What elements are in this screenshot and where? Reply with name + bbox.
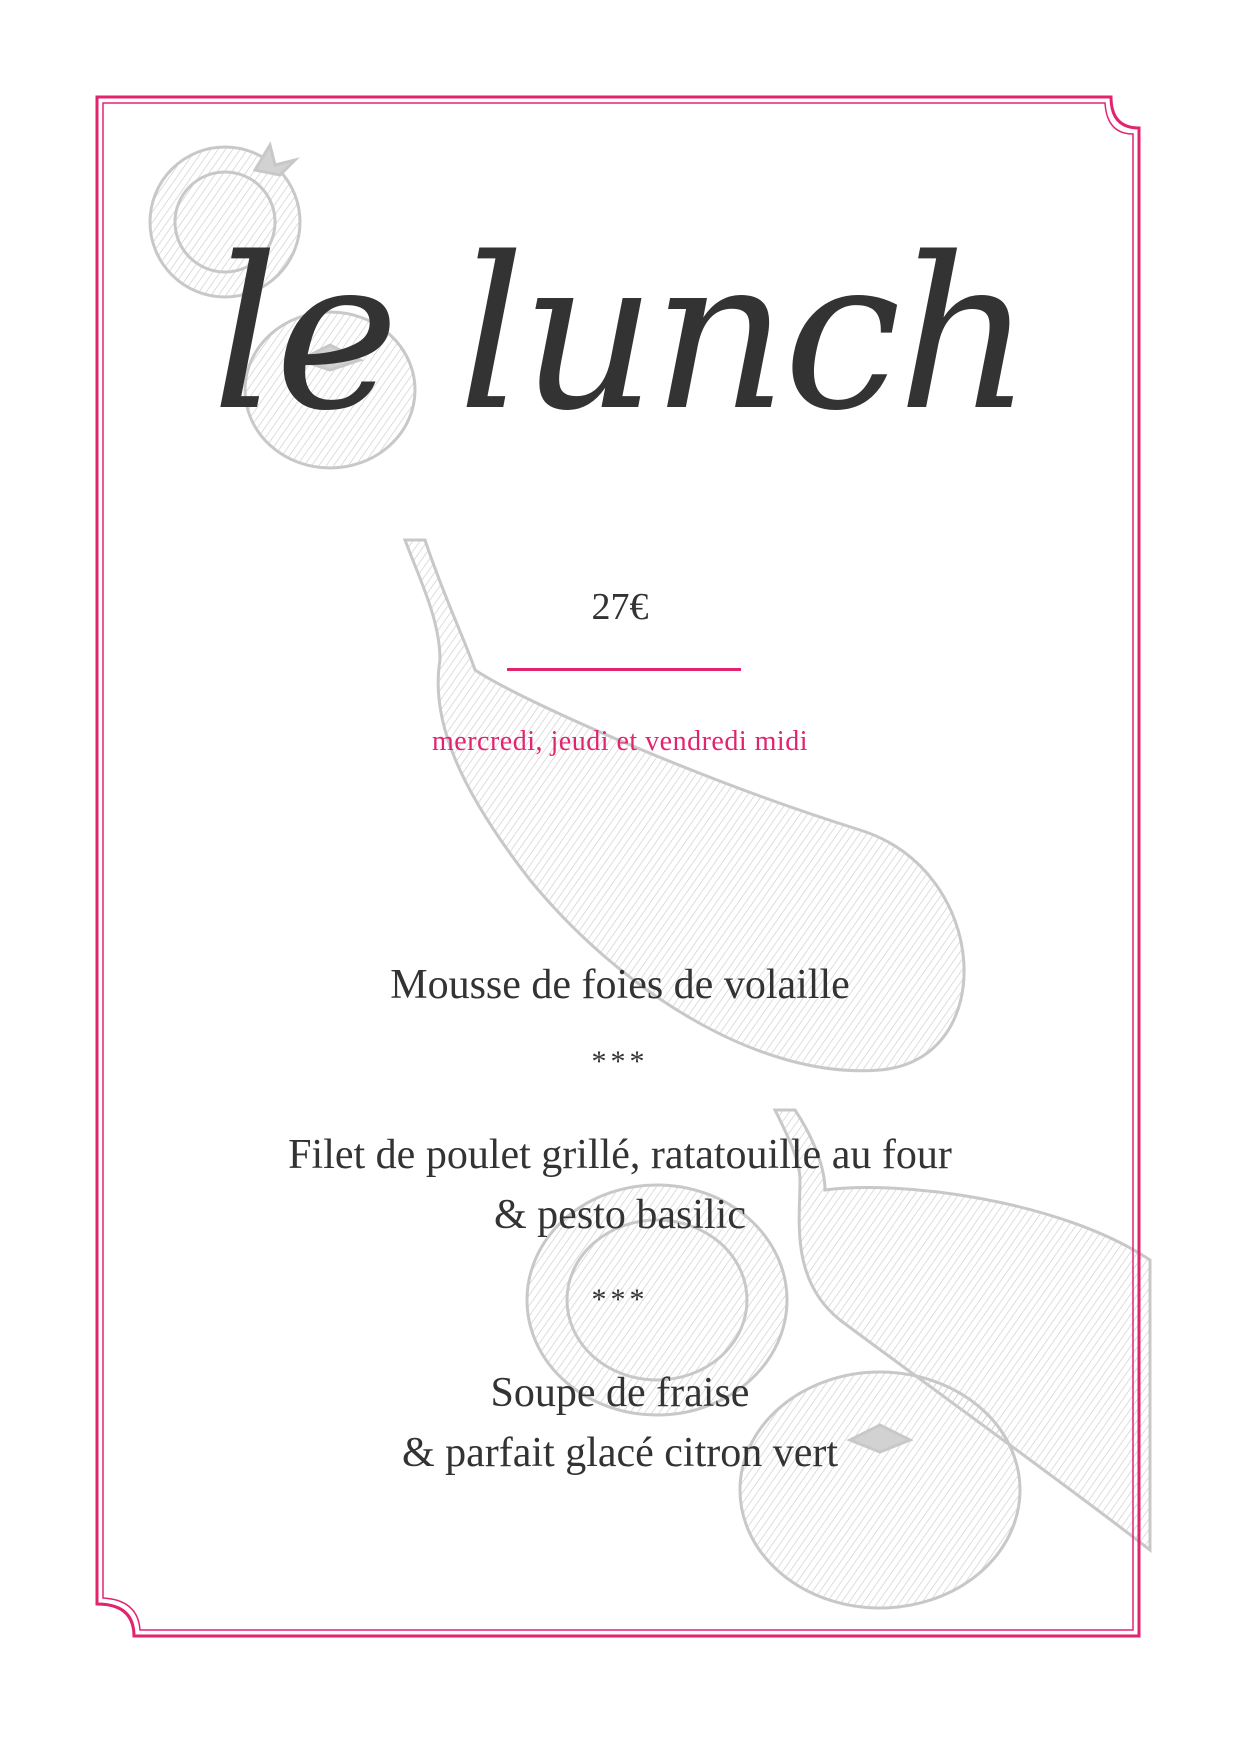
- dessert-dish: [0, 1363, 1240, 1483]
- starter-dish: [0, 955, 1240, 1015]
- service-days: mercredi, jeudi et vendredi midi: [432, 726, 808, 757]
- course-separator: ***: [591, 1045, 649, 1078]
- course-separator: ***: [591, 1283, 649, 1316]
- dessert-line-2: & parfait glacé citron vert: [401, 1430, 839, 1476]
- starter-line: Mousse de foies de volaille: [390, 962, 850, 1008]
- main-line-2: & pesto basilic: [494, 1192, 746, 1238]
- menu-price: 27€: [591, 586, 649, 628]
- menu-title: le lunch: [211, 212, 1029, 457]
- price-divider: [507, 668, 741, 671]
- main-dish: [0, 1125, 1240, 1245]
- dessert-line-1: Soupe de fraise: [490, 1370, 750, 1416]
- main-line-1: Filet de poulet grillé, ratatouille au four: [288, 1132, 952, 1178]
